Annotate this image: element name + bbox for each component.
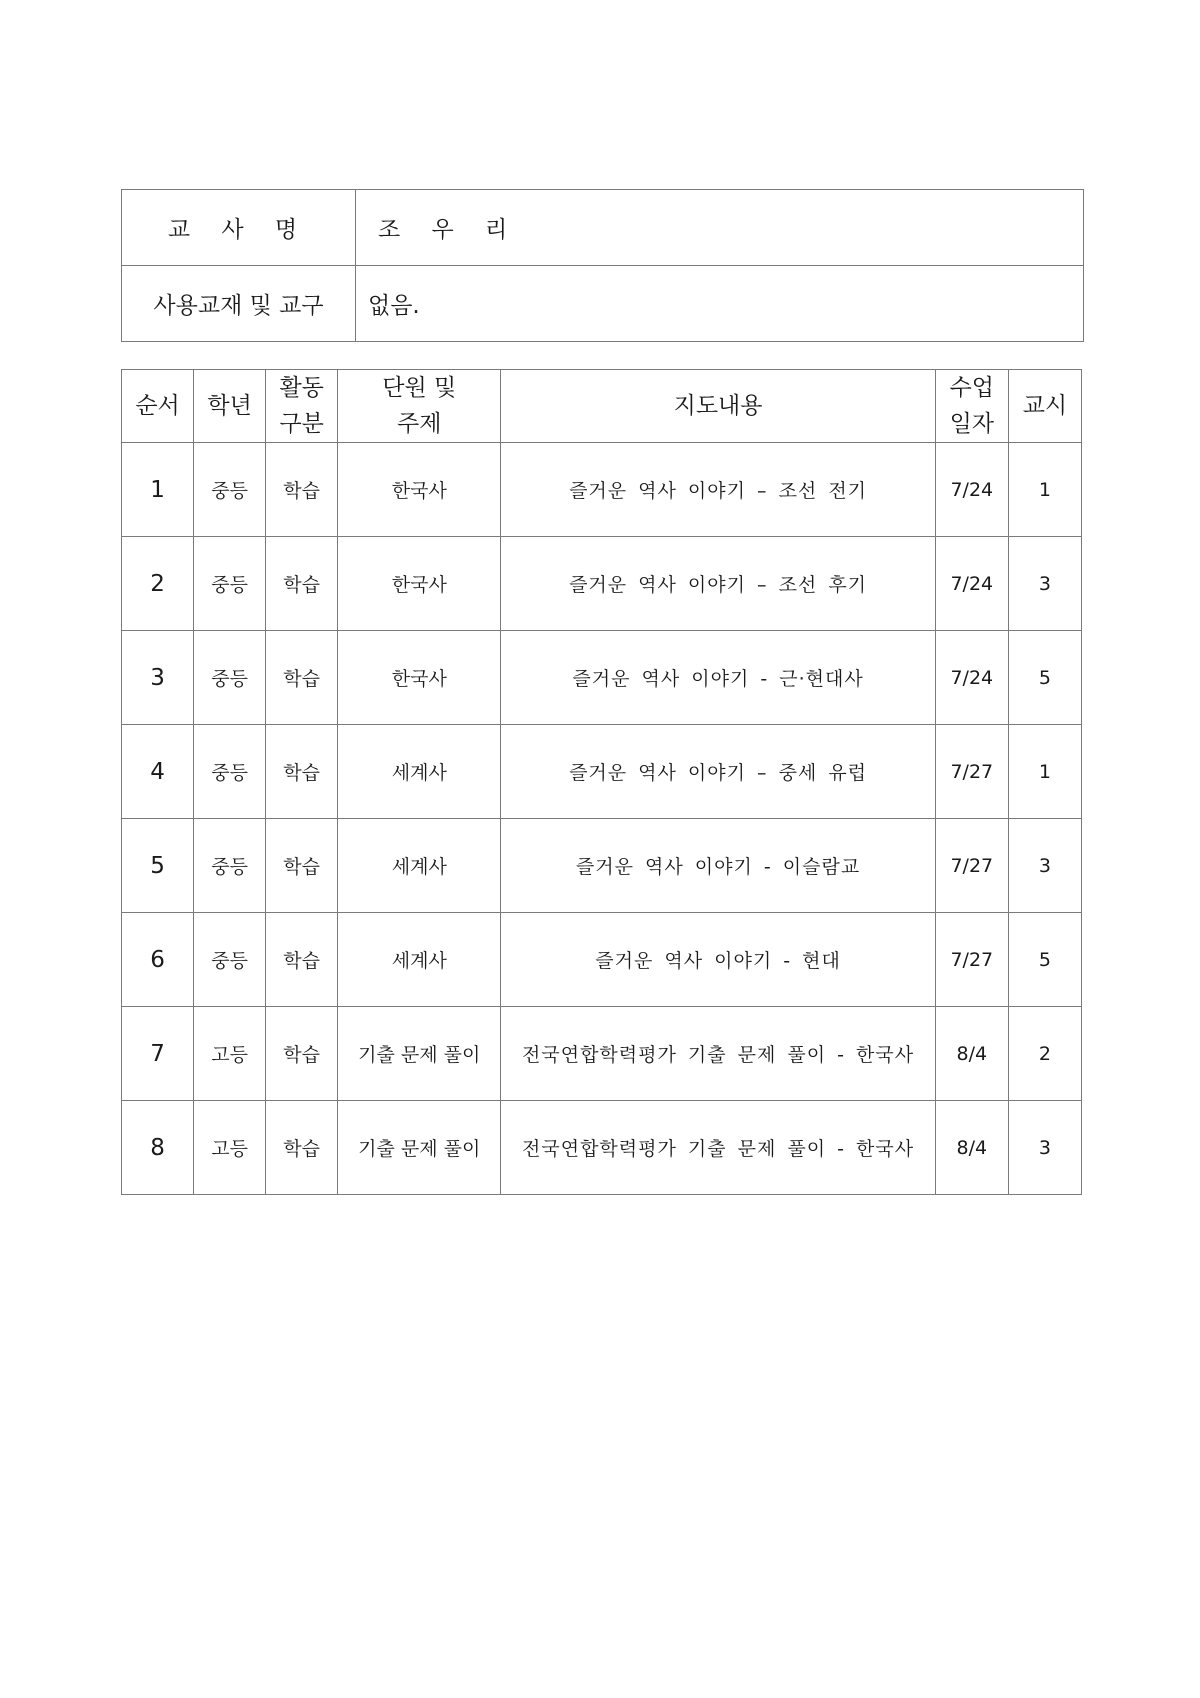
cell-order: 2 (122, 537, 194, 631)
cell-grade: 고등 (194, 1007, 266, 1101)
cell-unit: 기출 문제 풀이 (338, 1007, 501, 1101)
cell-grade: 중등 (194, 725, 266, 819)
cell-period: 2 (1008, 1007, 1081, 1101)
table-row (122, 725, 1082, 819)
header-activity-line1: 활동 (279, 375, 324, 401)
cell-order: 3 (122, 631, 194, 725)
cell-period: 5 (1008, 913, 1081, 1007)
table-row (122, 819, 1082, 913)
cell-content: 즐거운 역사 이야기 - 이슬람교 (501, 819, 935, 913)
header-date (935, 370, 1008, 443)
table-row (122, 443, 1082, 537)
header-activity-line2: 구분 (279, 411, 324, 437)
cell-order: 6 (122, 913, 194, 1007)
header-unit-line1: 단원 및 (382, 375, 457, 401)
cell-unit: 한국사 (338, 631, 501, 725)
header-date-line2: 일자 (949, 411, 995, 437)
cell-date: 7/27 (935, 819, 1008, 913)
cell-activity: 학습 (266, 631, 338, 725)
table-row (122, 1007, 1082, 1101)
header-content: 지도내용 (501, 370, 935, 443)
cell-activity: 학습 (266, 443, 338, 537)
cell-period: 3 (1008, 1101, 1081, 1195)
cell-period: 1 (1008, 443, 1081, 537)
cell-unit: 세계사 (338, 819, 501, 913)
cell-date: 7/27 (935, 913, 1008, 1007)
header-row (122, 370, 1082, 443)
cell-order: 4 (122, 725, 194, 819)
header-grade: 학년 (194, 370, 266, 443)
table-row (122, 1101, 1082, 1195)
teacher-name: 조 우 리 (356, 190, 1084, 266)
cell-grade: 중등 (194, 443, 266, 537)
cell-date: 8/4 (935, 1101, 1008, 1195)
header-unit (338, 370, 501, 443)
teacher-row (122, 190, 1084, 266)
cell-content: 즐거운 역사 이야기 – 조선 후기 (501, 537, 935, 631)
cell-activity: 학습 (266, 1101, 338, 1195)
table-row (122, 913, 1082, 1007)
table-row (122, 537, 1082, 631)
cell-content: 즐거운 역사 이야기 – 조선 전기 (501, 443, 935, 537)
header-date-line1: 수업 (949, 375, 995, 401)
cell-date: 7/24 (935, 443, 1008, 537)
cell-unit: 세계사 (338, 913, 501, 1007)
cell-activity: 학습 (266, 913, 338, 1007)
materials-value: 없음. (356, 266, 1084, 342)
cell-date: 7/27 (935, 725, 1008, 819)
lesson-plan-table (121, 369, 1082, 1195)
cell-grade: 중등 (194, 537, 266, 631)
cell-date: 8/4 (935, 1007, 1008, 1101)
cell-order: 8 (122, 1101, 194, 1195)
cell-order: 7 (122, 1007, 194, 1101)
cell-grade: 중등 (194, 819, 266, 913)
cell-activity: 학습 (266, 819, 338, 913)
cell-period: 1 (1008, 725, 1081, 819)
cell-activity: 학습 (266, 1007, 338, 1101)
header-unit-line2: 주제 (397, 411, 442, 437)
cell-grade: 고등 (194, 1101, 266, 1195)
cell-content: 전국연합학력평가 기출 문제 풀이 - 한국사 (501, 1007, 935, 1101)
cell-content: 즐거운 역사 이야기 - 현대 (501, 913, 935, 1007)
cell-period: 5 (1008, 631, 1081, 725)
cell-order: 1 (122, 443, 194, 537)
header-period: 교시 (1008, 370, 1081, 443)
cell-period: 3 (1008, 819, 1081, 913)
cell-order: 5 (122, 819, 194, 913)
cell-grade: 중등 (194, 913, 266, 1007)
cell-activity: 학습 (266, 537, 338, 631)
cell-unit: 세계사 (338, 725, 501, 819)
cell-unit: 한국사 (338, 537, 501, 631)
materials-label: 사용교재 및 교구 (122, 266, 356, 342)
header-activity (266, 370, 338, 443)
cell-period: 3 (1008, 537, 1081, 631)
cell-unit: 한국사 (338, 443, 501, 537)
table-row (122, 631, 1082, 725)
cell-unit: 기출 문제 풀이 (338, 1101, 501, 1195)
materials-row (122, 266, 1084, 342)
cell-content: 전국연합학력평가 기출 문제 풀이 - 한국사 (501, 1101, 935, 1195)
header-order: 순서 (122, 370, 194, 443)
cell-activity: 학습 (266, 725, 338, 819)
cell-content: 즐거운 역사 이야기 – 중세 유럽 (501, 725, 935, 819)
cell-date: 7/24 (935, 537, 1008, 631)
cell-grade: 중등 (194, 631, 266, 725)
teacher-label: 교 사 명 (122, 190, 356, 266)
teacher-info-table (121, 189, 1084, 342)
cell-date: 7/24 (935, 631, 1008, 725)
cell-content: 즐거운 역사 이야기 - 근·현대사 (501, 631, 935, 725)
